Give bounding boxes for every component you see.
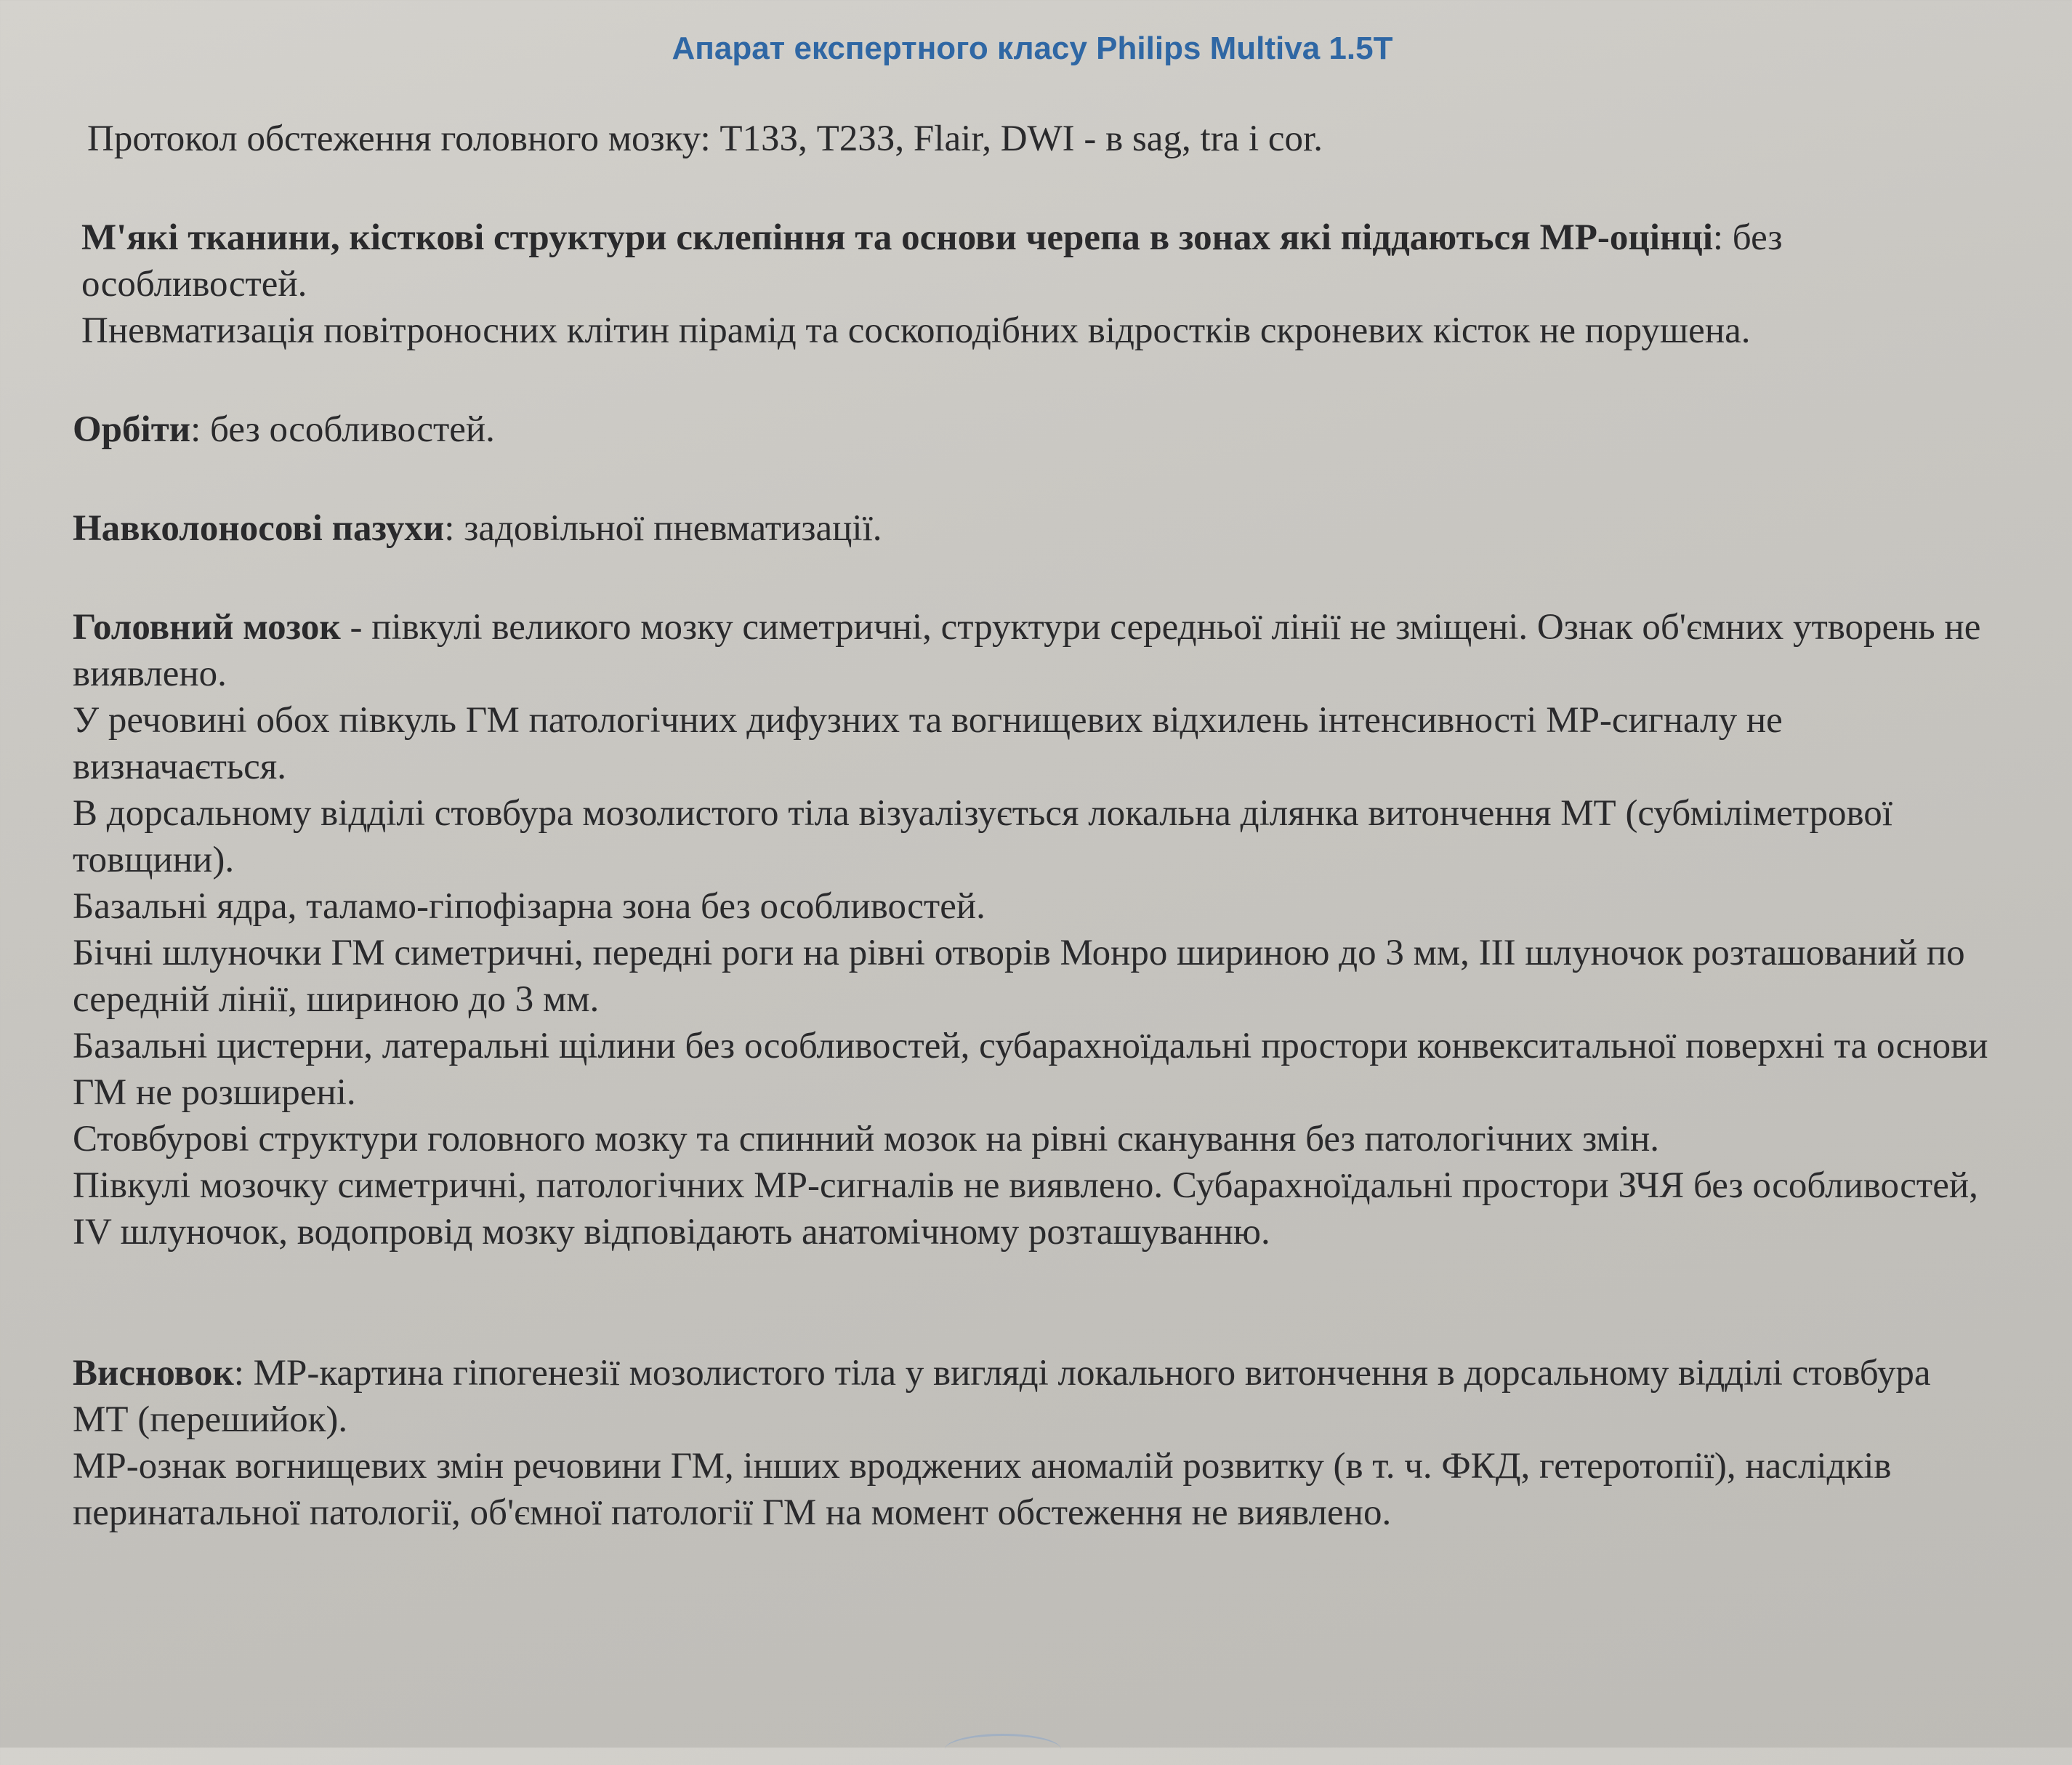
brain-intro-text: - півкулі великого мозку симетричні, структури середньої лінії не зміщені. Ознак об'ємних утворень не виявлено. [73,607,1981,694]
orbits-label: Орбіти [73,409,191,450]
protocol-line: Протокол обстеження головного мозку: Т1ЗЗ, Т2ЗЗ, Flair, DWI - в sag, tra і cor. [87,118,1323,159]
brain-paragraph-6: Стовбурові структури головного мозку та спинний мозок на рівні сканування без патологічних змін. [73,1119,1659,1159]
brain-paragraph-7: Півкулі мозочку симетричні, патологічних МР-сигналів не виявлено. Субарахноїдальні простори ЗЧЯ без особливостей, IV шлуночок, водопровід мозку відповідають анатомічному розташуванню. [73,1165,1978,1253]
brain-paragraph-5: Базальні цистерни, латеральні щілини без особливостей, субарахноїдальні простори конвекситальної поверхні та основи ГМ не розширені. [73,1026,1988,1113]
brain-paragraph-3: Базальні ядра, таламо-гіпофізарна зона без особливостей. [73,886,985,927]
orbits-text: : без особливостей. [190,409,495,450]
orbits-section [73,406,1992,453]
brain-paragraph-4: Бічні шлуночки ГМ симетричні, передні роги на рівні отворів Монро шириною до 3 мм, III шлуночок розташований по середній лінії, шириною до 3 мм. [73,933,1965,1020]
conclusion-text: : МР-картина гіпогенезії мозолистого тіла у вигляді локального витончення в дорсальному відділі стовбура МТ (перешийок). [73,1353,1931,1440]
page-title: Апарат експертного класу Philips Multiva 1.5T [672,31,1393,66]
orbits-paragraph [73,406,1992,453]
brain-paragraph-1: У речовині обох півкуль ГМ патологічних дифузних та вогнищевих відхилень інтенсивності МР-сигналу не визначається. [73,700,1783,787]
conclusion-label: Висновок [73,1353,234,1394]
conclusion-paragraph [73,1350,1992,1443]
soft-tissues-label: М'які тканини, кісткові структури склепіння та основи черепа в зонах які піддаються МР-оцінці [81,217,1713,258]
brain-intro-paragraph [73,604,1992,697]
soft-tissues-text: : без особливостей. [81,217,1783,305]
brain-section [73,604,1992,1255]
brain-paragraph-2: В дорсальному відділі стовбура мозолистого тіла візуалізується локальна ділянка витончення МТ (субміліметрової товщини). [73,793,1892,880]
sinuses-section [73,505,1992,552]
stamp-edge [945,1734,1061,1765]
sinuses-label: Навколоносові пазухи [73,508,445,549]
conclusion-section [73,1350,1992,1536]
conclusion-paragraph-2: МР-ознак вогнищевих змін речовини ГМ, інших вроджених аномалій розвитку (в т. ч. ФКД, гетеротопії), наслідків перинатальної патології, об'ємної патології ГМ на момент обстеження не виявлено. [73,1446,1892,1533]
brain-label: Головний мозок [73,607,341,648]
pneumatization-paragraph: Пневматизація повітроносних клітин пірамід та соскоподібних відростків скроневих кісток не порушена. [81,310,1751,351]
sinuses-paragraph [73,505,1992,552]
soft-tissues-paragraph [81,214,1992,307]
sinuses-text: : задовільної пневматизації. [444,508,882,549]
soft-tissues-section [81,214,1992,354]
